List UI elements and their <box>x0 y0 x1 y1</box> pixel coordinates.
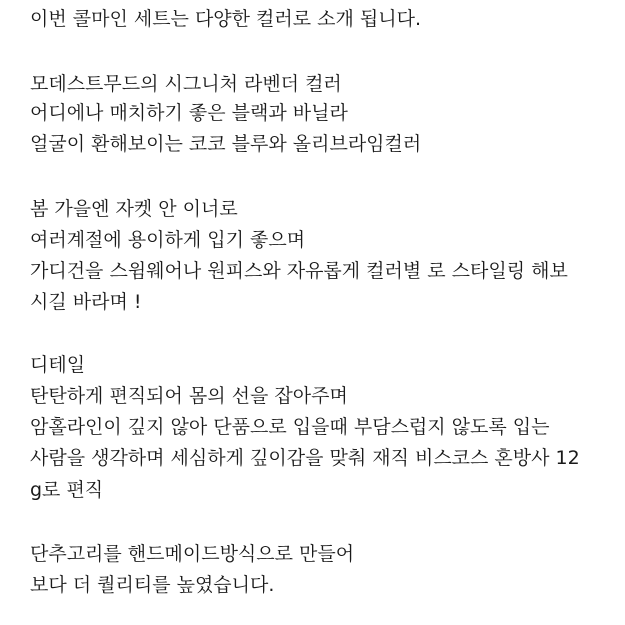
detail-line-armhole: 암홀라인이 깊지 않아 단품으로 입을때 부담스럽지 않도록 입는 <box>30 416 550 438</box>
detail-heading: 디테일 <box>30 354 86 376</box>
closing-line-buttonhook: 단추고리를 핸드메이드방식으로 만들어 <box>30 543 355 565</box>
intro-line: 이번 콜마인 세트는 다양한 컬러로 소개 됩니다. <box>30 8 422 30</box>
usage-line-inner: 봄 가을엔 자켓 안 이너로 <box>30 198 238 220</box>
usage-line-seasons: 여러계절에 용이하게 입기 좋으며 <box>30 229 306 251</box>
detail-line-fit: 탄탄하게 편직되어 몸의 선을 잡아주며 <box>30 385 348 407</box>
detail-line-knit: g로 편직 <box>30 479 104 501</box>
closing-line-quality: 보다 더 퀄리티를 높였습니다. <box>30 574 275 596</box>
color-line-black-vanilla: 어디에나 매치하기 좋은 블랙과 바닐라 <box>30 102 348 124</box>
detail-line-material: 사람을 생각하며 세심하게 깊이감을 맞춰 재직 비스코스 혼방사 12 <box>30 447 580 469</box>
usage-line-styling-end: 시길 바라며 ! <box>30 291 142 313</box>
usage-line-styling: 가디건을 스윔웨어나 원피스와 자유롭게 컬러별 로 스타일링 해보 <box>30 260 568 282</box>
color-line-lavender: 모데스트무드의 시그니처 라벤더 컬러 <box>30 73 342 95</box>
color-line-blue-olive: 얼굴이 환해보이는 코코 블루와 올리브라임컬러 <box>30 133 422 155</box>
